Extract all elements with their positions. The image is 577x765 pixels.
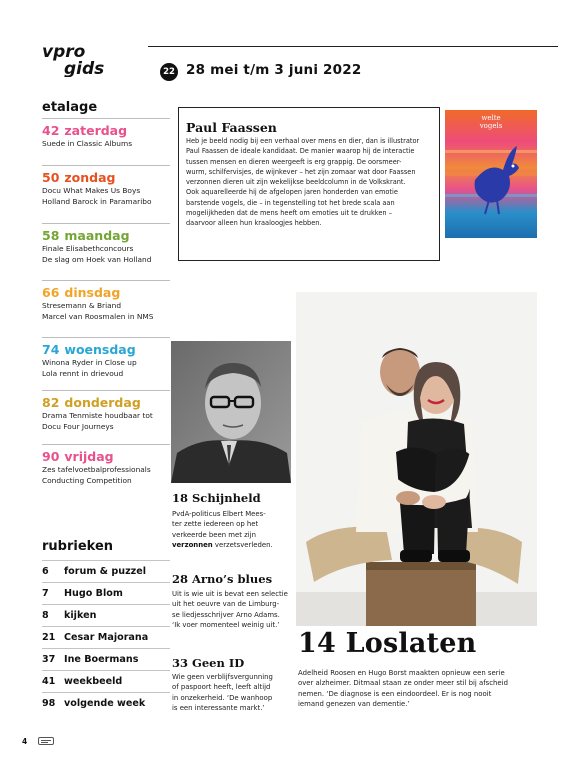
rubriek-page-number: 37	[42, 654, 56, 665]
rubriek-page-number: 21	[42, 632, 56, 643]
day-line: Stresemann & Briand	[42, 301, 122, 310]
rubriek-label: kijken	[64, 610, 97, 621]
etalage-day-zaterdag[interactable]	[42, 118, 170, 149]
rubriek-item[interactable]	[42, 626, 170, 648]
etalage-day-vrijdag[interactable]	[42, 444, 170, 486]
day-line: Docu What Makes Us Boys	[42, 186, 141, 195]
header-rule	[148, 46, 558, 47]
day-name: dinsdag	[64, 285, 121, 300]
issue-badge: 22	[160, 63, 178, 81]
issue-dates: 28 mei t/m 3 juni 2022	[186, 62, 362, 78]
rubriek-item[interactable]	[42, 648, 170, 670]
rubrieken-heading: rubrieken	[42, 539, 114, 554]
story-body-schijnheld: PvdA-politicus Elbert Mees- ter zette iedereen op het verkeerde been met zijn verzonnen verzetsverleden.	[172, 510, 273, 549]
day-title	[42, 228, 170, 243]
day-line: Lola rennt in drievoud	[42, 369, 124, 378]
day-title	[42, 449, 170, 464]
day-page-number: 66	[42, 285, 60, 300]
day-line: Drama Tenmiste houdbaar tot	[42, 411, 153, 420]
day-title	[42, 342, 170, 357]
day-name: vrijdag	[64, 449, 114, 464]
day-line: Finale Elisabethconcours	[42, 244, 134, 253]
rubriek-item[interactable]	[42, 582, 170, 604]
rubriek-item[interactable]	[42, 692, 170, 714]
rubriek-page-number: 6	[42, 566, 49, 577]
story-body-arno: Uit is wie uit is bevat een selectie uit het oeuvre van de Limburg- se liedjesschrijver Arno Adams. ‘Ik voer momenteel weinig uit.’	[172, 590, 288, 629]
day-line: Holland Barock in Paramaribo	[42, 197, 152, 206]
day-page-number: 74	[42, 342, 60, 357]
day-name: zaterdag	[64, 123, 128, 138]
day-name: zondag	[64, 170, 116, 185]
day-page-number: 82	[42, 395, 60, 410]
day-page-number: 42	[42, 123, 60, 138]
rubriek-page-number: 41	[42, 676, 56, 687]
day-name: donderdag	[64, 395, 141, 410]
day-line: Suede in Classic Albums	[42, 139, 133, 148]
vpro-gids-logo	[42, 43, 142, 77]
rubriek-item[interactable]	[42, 604, 170, 626]
svg-text:gids: gids	[64, 59, 105, 77]
day-title	[42, 395, 170, 410]
rubriek-label: Ine Boermans	[64, 654, 139, 665]
etalage-day-maandag[interactable]	[42, 223, 170, 265]
day-page-number: 58	[42, 228, 60, 243]
svg-text:vpro: vpro	[42, 43, 86, 62]
rubriek-label: volgende week	[64, 698, 146, 709]
day-title	[42, 123, 170, 138]
loslaten-couple-photo[interactable]	[296, 292, 537, 626]
schijnheld-portrait-photo[interactable]	[171, 341, 291, 483]
page-number: 4	[22, 737, 28, 746]
day-line: De slag om Hoek van Holland	[42, 255, 152, 264]
story-title-loslaten[interactable]: 14 Loslaten	[298, 628, 477, 659]
day-name: maandag	[64, 228, 130, 243]
etalage-day-dinsdag[interactable]	[42, 280, 170, 322]
feature-body: Heb je beeld nodig bij een verhaal over mens en dier, dan is illustrator Paul Faassen de ideale kandidaat. De manier waarop hij de interactie tussen mensen en dieren weergeeft is erg grappig. De oorsmeer- wurm, schilfervisjes, de wijnkever – het zijn zomaar wat door Faassen verzonnen dieren uit zijn wekelijkse beeldcolumn in de Volkskrant. Ook aquarelleerde hij de afgelopen jaren honderden van emotie barstende vogels, die – in tegenstelling tot het brede scala aan mogelijkheden dat de mens heeft om emoties uit te drukken – daarvoor alleen hun kraaloogjes hebben.	[186, 137, 420, 228]
artwork-title: welte vogels	[479, 114, 503, 130]
rubriek-page-number: 8	[42, 610, 49, 621]
etalage-day-donderdag[interactable]	[42, 390, 170, 432]
day-line: Docu Four Journeys	[42, 422, 114, 431]
story-title-arno[interactable]: 28 Arno’s blues	[172, 572, 273, 586]
story-title-schijnheld[interactable]: 18 Schijnheld	[172, 491, 261, 505]
story-title-geen-id[interactable]: 33 Geen ID	[172, 656, 245, 670]
story-body-geen-id: Wie geen verblijfsvergunning of paspoort heeft, leeft altijd in onzekerheid. ‘De wanhoop is een interessante markt.’	[172, 673, 273, 712]
day-title	[42, 285, 170, 300]
rubriek-label: forum & puzzel	[64, 566, 147, 577]
day-line: Winona Ryder in Close up	[42, 358, 137, 367]
etalage-day-woensdag[interactable]	[42, 337, 170, 379]
etalage-day-zondag[interactable]	[42, 165, 170, 207]
rubriek-label: Cesar Majorana	[64, 632, 149, 643]
day-name: woensdag	[64, 342, 136, 357]
day-title	[42, 170, 170, 185]
day-page-number: 50	[42, 170, 60, 185]
bird-artwork[interactable]	[445, 110, 537, 238]
rubriek-label: Hugo Blom	[64, 588, 123, 599]
day-line: Marcel van Roosmalen in NMS	[42, 312, 154, 321]
rubriek-label: weekbeeld	[64, 676, 123, 687]
day-page-number: 90	[42, 449, 60, 464]
day-line: Zes tafelvoetbalprofessionals	[42, 465, 151, 474]
rubriek-page-number: 7	[42, 588, 49, 599]
rubriek-item[interactable]	[42, 670, 170, 692]
rubriek-item[interactable]	[42, 560, 170, 582]
etalage-heading: etalage	[42, 100, 98, 115]
day-line: Conducting Competition	[42, 476, 132, 485]
rubriek-page-number: 98	[42, 698, 56, 709]
story-body-loslaten: Adelheid Roosen en Hugo Borst maakten opnieuw een serie over alzheimer. Ditmaal staan ze onder meer stil bij afscheid nemen. ‘De diagnose is een eindoordeel. Er is nog nooit iemand genezen van dementie.’	[298, 669, 508, 709]
feature-title: Paul Faassen	[186, 120, 277, 135]
vpro-mini-logo-icon	[38, 737, 54, 745]
